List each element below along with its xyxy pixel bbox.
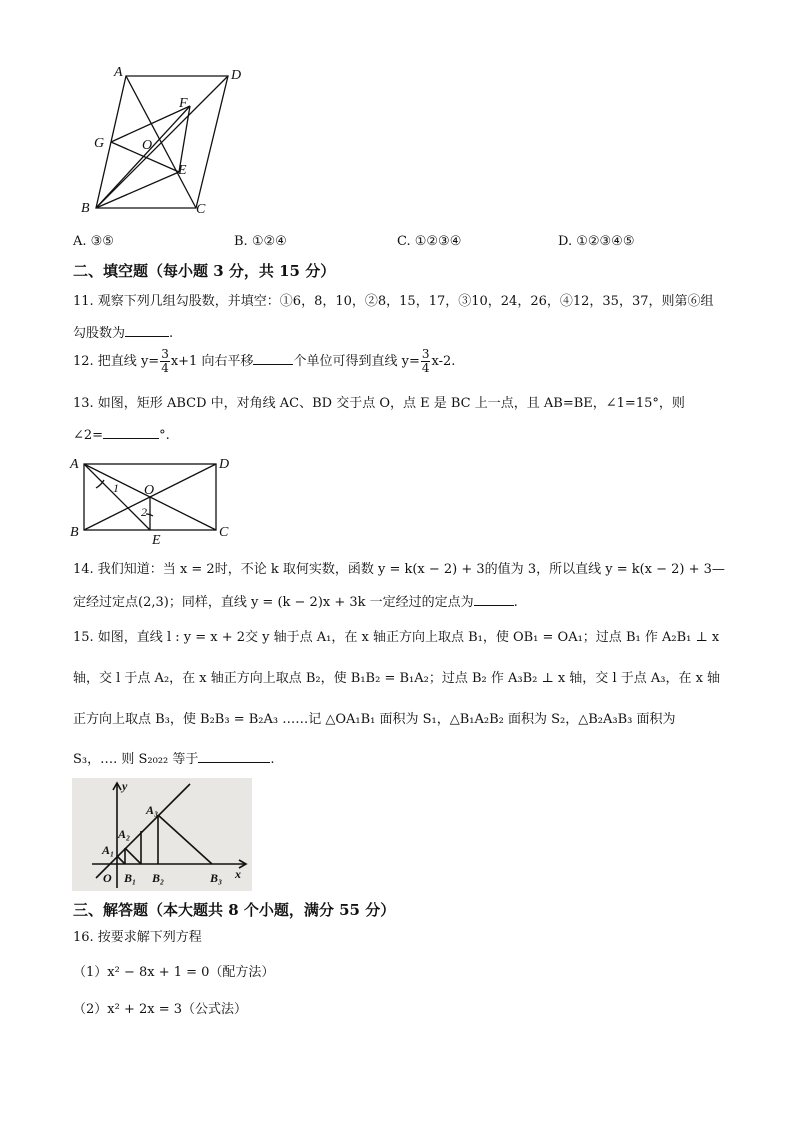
q13-line2-b: °. — [159, 428, 170, 443]
section3-title: 三、解答题（本大题共 8 个小题，满分 55 分） — [73, 901, 396, 919]
q12-text-b: x+1 向右平移 — [170, 354, 254, 369]
option-b[interactable]: B. ①②④ — [234, 234, 287, 249]
q12-fraction-1 — [160, 348, 170, 375]
q16-part1: （1）x² − 8x + 1 = 0（配方法） — [73, 965, 275, 980]
q13-line2 — [73, 424, 170, 446]
q12-text-c: 个单位可得到直线 y= — [293, 354, 420, 369]
label-D: D — [231, 68, 242, 83]
coord-label-y: y — [122, 779, 128, 793]
q15-line4-end: . — [270, 752, 275, 767]
q12-frac2-num: 3 — [421, 347, 430, 361]
q11-line2 — [73, 322, 173, 344]
q15-line4-text: S₃，…. 则 S₂₀₂₂ 等于 — [73, 752, 199, 767]
q13-line1: 13. 如图，矩形 ABCD 中，对角线 AC、BD 交于点 O，点 E 是 BC 上一点，且 AB=BE，∠1=15°，则 — [73, 396, 685, 411]
rectangle-figure — [66, 452, 238, 548]
q12-frac1-num: 3 — [161, 347, 169, 361]
option-c[interactable]: C. ①②③④ — [397, 234, 462, 249]
q14-answer-blank[interactable] — [474, 591, 514, 606]
rect-label-D: D — [219, 457, 230, 472]
q14-line2-end: . — [513, 595, 518, 610]
coord-label-A3: A₃ — [146, 803, 159, 817]
label-B: B — [81, 201, 90, 216]
q12-fraction-2 — [421, 348, 431, 375]
q12-frac1-den: 4 — [161, 361, 169, 375]
q14-line2 — [73, 591, 518, 613]
parallelogram-figure — [70, 62, 270, 222]
rect-label-angle2: 2 — [141, 505, 147, 519]
coord-label-O: O — [103, 871, 112, 885]
q11-line2-text: 勾股数为 — [73, 326, 126, 341]
label-A: A — [114, 65, 123, 80]
label-F: F — [179, 96, 188, 111]
q13-line2-a: ∠2= — [73, 428, 104, 443]
q12-frac2-den: 4 — [421, 361, 430, 375]
q12-text-a: 12. 把直线 y= — [73, 354, 160, 369]
coord-label-B2: B₂ — [152, 871, 165, 885]
coord-label-x: x — [235, 867, 241, 881]
q11-line1: 11. 观察下列几组勾股数，并填空：①6，8，10，②8，15，17，③10，24，26，④12，35，37，则第⑥组 — [73, 294, 714, 309]
q16-title: 16. 按要求解下列方程 — [73, 930, 202, 945]
coord-label-B1: B₁ — [124, 871, 137, 885]
q11-line2-end: . — [169, 326, 174, 341]
q12-text-d: x-2. — [431, 354, 456, 369]
q15-line1: 15. 如图，直线 l : y = x + 2交 y 轴于点 A₁，在 x 轴正方向上取点 B₁，使 OB₁ = OA₁；过点 B₁ 作 A₂B₁ ⊥ x — [73, 630, 720, 645]
coordinate-figure — [72, 778, 252, 891]
q14-line2-text: 定经过定点(2,3)；同样，直线 y = (k − 2)x + 3k 一定经过的定点为 — [73, 595, 474, 610]
q16-part2: （2）x² + 2x = 3（公式法） — [73, 1002, 248, 1017]
label-O: O — [142, 138, 153, 153]
option-d[interactable]: D. ①②③④⑤ — [558, 234, 635, 249]
q15-line4 — [73, 748, 275, 770]
q15-answer-blank[interactable] — [198, 748, 270, 763]
q13-answer-blank[interactable] — [103, 424, 159, 439]
rect-label-angle1: 1 — [113, 481, 119, 495]
option-a[interactable]: A. ③⑤ — [73, 234, 114, 249]
label-C: C — [196, 202, 206, 217]
rect-label-C: C — [219, 525, 229, 540]
q11-answer-blank[interactable] — [125, 322, 169, 337]
rect-label-E: E — [152, 533, 161, 548]
q12-answer-blank[interactable] — [253, 350, 293, 365]
q12-line — [73, 348, 455, 375]
section2-title: 二、填空题（每小题 3 分，共 15 分） — [73, 262, 336, 280]
q15-line2: 轴，交 l 于点 A₂，在 x 轴正方向上取点 B₂，使 B₁B₂ = B₁A₂；过点 B₂ 作 A₃B₂ ⊥ x 轴，交 l 于点 A₃，在 x 轴 — [73, 671, 721, 686]
coord-label-A1: A₁ — [102, 843, 115, 857]
rect-label-O: O — [144, 483, 155, 498]
coord-label-B3: B₃ — [210, 871, 223, 885]
q15-line3: 正方向上取点 B₃，使 B₂B₃ = B₂A₃ ……记 △OA₁B₁ 面积为 S₁，△B₁A₂B₂ 面积为 S₂，△B₂A₃B₃ 面积为 — [73, 712, 676, 727]
q14-line1: 14. 我们知道：当 x = 2时，不论 k 取何实数，函数 y = k(x − 2) + 3的值为 3，所以直线 y = k(x − 2) + 3— — [73, 562, 725, 577]
label-G: G — [94, 136, 105, 151]
label-E: E — [178, 163, 187, 178]
coord-label-A2: A₂ — [118, 827, 131, 841]
rect-label-B: B — [70, 525, 79, 540]
rect-label-A: A — [70, 457, 79, 472]
